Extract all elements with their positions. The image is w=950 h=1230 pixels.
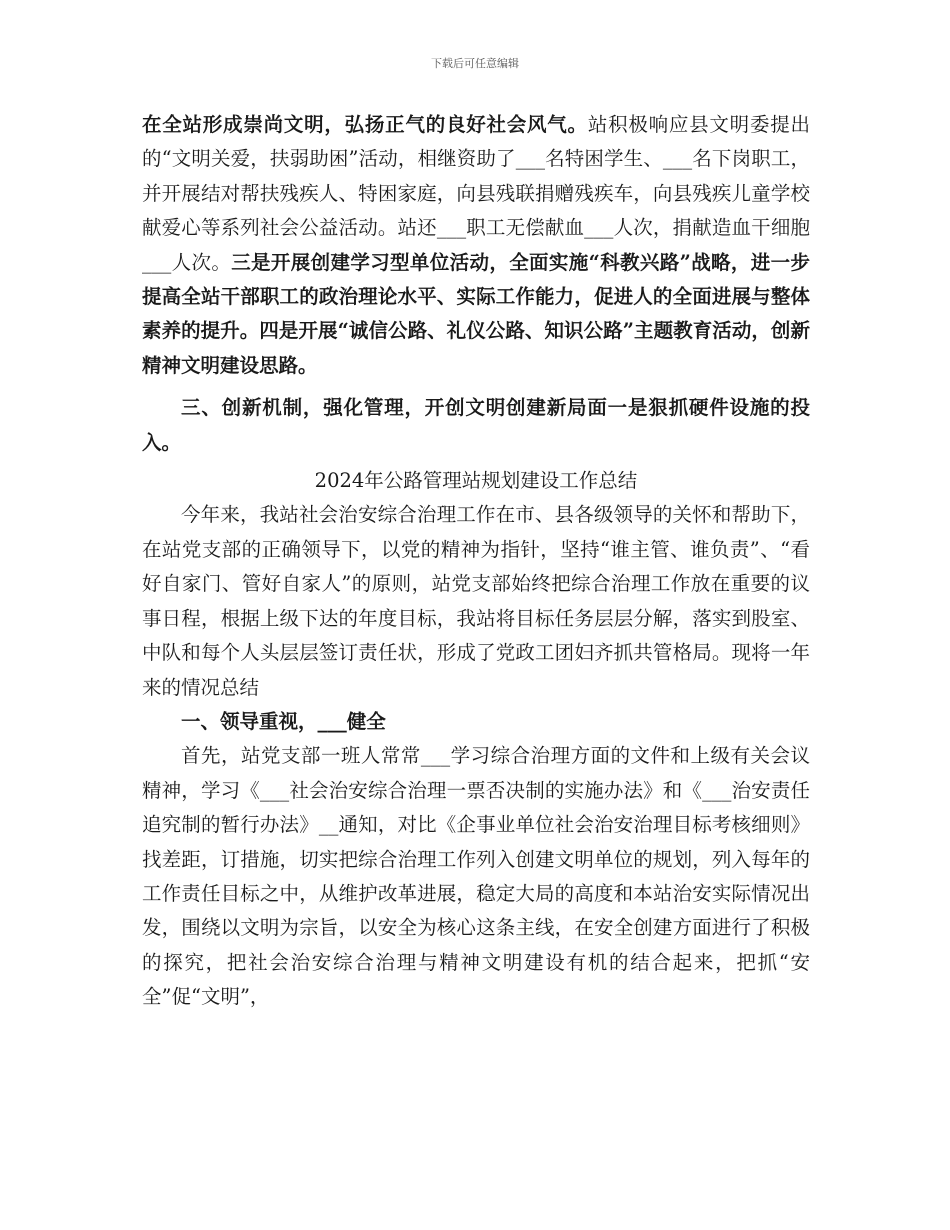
page-header-note: 下载后可任意编辑: [431, 57, 519, 70]
paragraph-intro: 今年来，我站社会治安综合治理工作在市、县各级领导的关怀和帮助下，在站党支部的正确领导下，以党的精神为指针，坚持“谁主管、谁负责”、“看好自家门、管好自家人”的原则，站党支部始终把综合治理工作放在重要的议事日程，根据上级下达的年度目标，我站将目标任务层层分解，落实到股室、中队和每个人头层层签订责任状，形成了党政工团妇齐抓共管格局。现将一年来的情况总结: [142, 503, 810, 699]
bold-lead-text: 在全站形成崇尚文明，弘扬正气的良好社会风气。: [142, 113, 588, 136]
paragraph-civic-activities: [142, 108, 810, 383]
paragraph-section-three: 三、创新机制，强化管理，开创文明创建新局面一是狠抓硬件设施的投入。: [142, 396, 810, 454]
paragraph-leadership: 首先，站党支部一班人常常___学习综合治理方面的文件和上级有关会议精神，学习《___社会治安综合治理一票否决制的实施办法》和《___治安责任追究制的暂行办法》__通知，对比《企事业单位社会治安治理目标考核细则》找差距，订措施，切实把综合治理工作列入创建文明单位的规划，列入每年的工作责任目标之中，从维护改革进展，稳定大局的高度和本站治安实际情况出发，围绕以文明为宗旨，以安全为核心这条主线，在安全创建方面进行了积极的探究，把社会治安综合治理与精神文明建设有机的结合起来，把抓“安全”促“文明”，: [142, 744, 810, 1009]
section-heading-1: 一、领导重视，___健全: [181, 709, 386, 733]
bold-tail-text: 三是开展创建学习型单位活动，全面实施“科教兴路”战略，进一步提高全站干部职工的政治理论水平、实际工作能力，促进人的全面进展与整体素养的提升。四是开展“诚信公路、礼仪公路、知识公路”主题教育活动，创新精神文明建设思路。: [142, 250, 810, 377]
body-text: 站积极响应县文明委提出的“文明关爱，扶弱助困”活动，相继资助了___名特困学生、___名下岗职工，并开展结对帮扶残疾人、特困家庭，向县残联捐赠残疾车，向县残疾儿童学校献爱心等系列社会公益活动。站还___职工无偿献血___人次，捐献造血干细胞___人次。: [142, 113, 810, 274]
document-title: 2024年公路管理站规划建设工作总结: [314, 469, 638, 493]
document-body: [142, 108, 810, 1015]
